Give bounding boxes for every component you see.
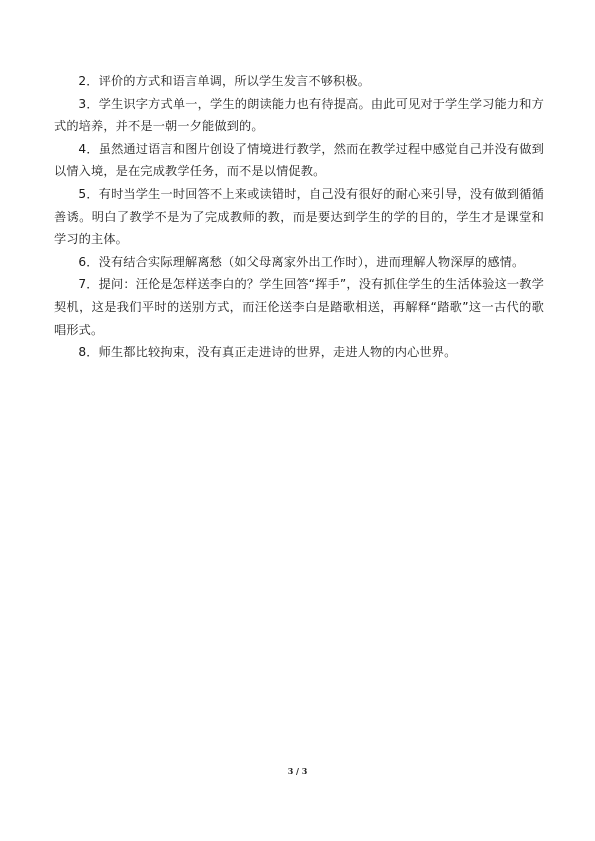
page-number: 3 / 3 <box>287 766 308 776</box>
paragraph-4: 4．虽然通过语言和图片创设了情境进行教学，然而在教学过程中感觉自己并没有做到以情入境，是在完成教学任务，而不是以情促教。 <box>54 141 544 179</box>
paragraph-3: 3．学生识字方式单一，学生的朗读能力也有待提高。由此可见对于学生学习能力和方式的培养，并不是一朝一夕能做到的。 <box>54 96 544 134</box>
paragraph-2: 2．评价的方式和语言单调，所以学生发言不够积极。 <box>78 74 371 88</box>
paragraph-8: 8．师生都比较拘束，没有真正走进诗的世界，走进人物的内心世界。 <box>78 345 457 360</box>
paragraph-6: 6．没有结合实际理解离愁（如父母离家外出工作时），进而理解人物深厚的感情。 <box>78 254 525 269</box>
paragraph-5: 5．有时当学生一时回答不上来或读错时，自己没有很好的耐心来引导，没有做到循循善诱。明白了教学不是为了完成教师的教，而是要达到学生的学的目的，学生才是课堂和学习的主体。 <box>54 186 544 247</box>
paragraph-7: 7．提问：汪伦是怎样送李白的？学生回答“挥手”，没有抓住学生的生活体验这一教学契机，这是我们平时的送别方式，而汪伦送李白是踏歌相送，再解释“踏歌”这一古代的歌唱形式。 <box>54 277 544 337</box>
document-body <box>54 70 544 364</box>
